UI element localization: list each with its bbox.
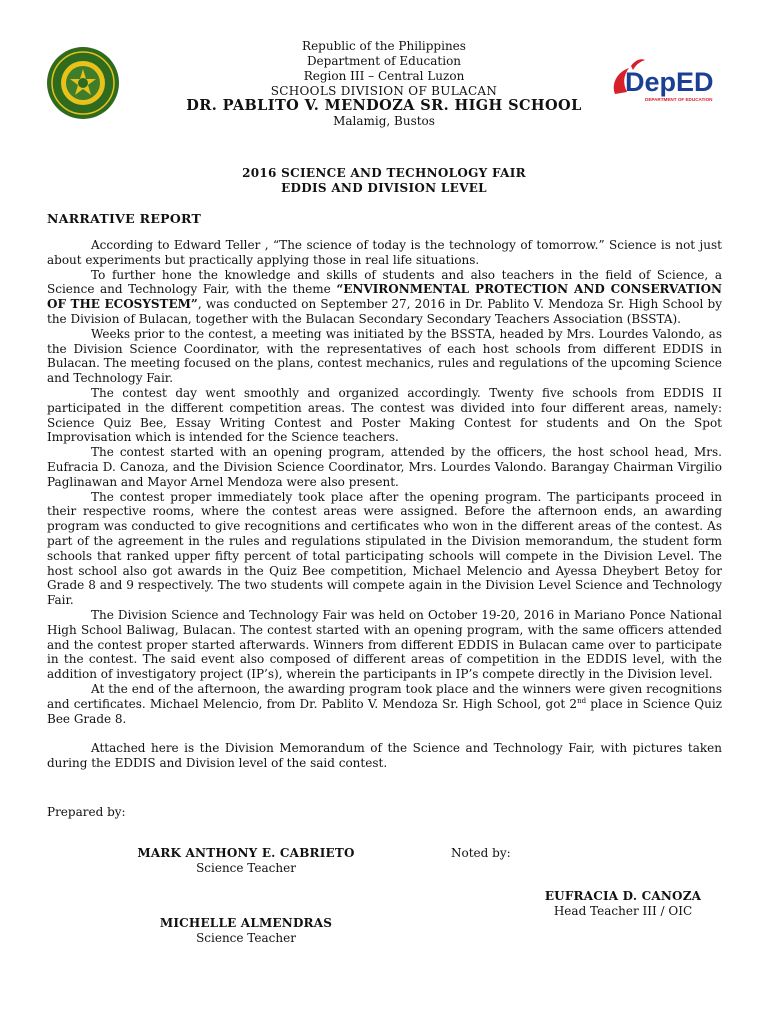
theme-text: “ENVIRONMENTAL PROTECTION AND CONSERVATION OF THE ECOSYSTEM” [47, 282, 723, 312]
signatory-title: Science Teacher [196, 931, 296, 945]
paragraph: Weeks prior to the contest, a meeting was initiated by the BSSTA, headed by Mrs. Lourdes Valondo, as the Division Science Coordinator, with the representatives of each host schools from different EDDIS in Bulacan. The meeting focused on the plans, contest mechanics, rules and regulations of the upcoming Science and Technology Fair. [47, 326, 722, 386]
deped-wordmark: DepED [625, 67, 714, 97]
noted-by-label: Noted by: [451, 846, 511, 860]
header-region: Region III – Central Luzon [303, 69, 465, 83]
signatory-name: MARK ANTHONY E. CABRIETO [137, 846, 355, 860]
paragraph: According to Edward Teller , “The science of today is the technology of tomorrow.” Science is not just about experiments but practically applying those in real life situations. [47, 238, 722, 267]
school-name: DR. PABLITO V. MENDOZA SR. HIGH SCHOOL [186, 97, 582, 114]
deped-subtitle: DEPARTMENT OF EDUCATION [645, 97, 713, 102]
signatory-title: Science Teacher [196, 861, 296, 875]
signatory-name: MICHELLE ALMENDRAS [159, 916, 333, 930]
paragraph: Attached here is the Division Memorandum of the Science and Technology Fair, with pictures taken during the EDDIS and Division level of the said contest. [47, 741, 722, 770]
header-country: Republic of the Philippines [302, 39, 466, 53]
header-department: Department of Education [306, 54, 462, 68]
paragraph: To further hone the knowledge and skills of students and also teachers in the field of Science, a Science and Technology Fair, with the theme “ENVIRONMENTAL PROTECTION AND CONSERVATION OF THE ECOSYSTEM”, was conducted on September 27, 2016 in Dr. Pablito V. Mendoza Sr. High School by the Division of Bulacan, together with the Bulacan Secondary Secondary Teachers Association (BSSTA). [47, 267, 723, 326]
paragraph: The contest day went smoothly and organized accordingly. Twenty five schools from EDDIS II participated in the different competition areas. The contest was divided into four different areas, namely: Science Quiz Bee, Essay Writing Contest and Poster Making Contest for students and On the Spot Improvisation which is intended for the Science teachers. [47, 385, 722, 445]
paragraph: The contest proper immediately took place after the opening program. The participants proceed in their respective rooms, where the contest areas were assigned. Before the afternoon ends, an awarding program was conducted to give recognitions and certificates who won in the different areas of the contest. As part of the agreement in the rules and regulations stipulated in the Division memorandum, the student form schools that ranked upper fifty percent of total participating schools will compete in the Division Level. The host school also got awards in the Quiz Bee competition, Michael Melencio and Ayessa Dheybert Betoy for Grade 8 and 9 respectively. The two students will compete again in the Division Level Science and Technology Fair. [47, 489, 722, 608]
signatory-name: EUFRACIA D. CANOZA [544, 889, 702, 903]
document-subtitle: EDDIS AND DIVISION LEVEL [281, 181, 487, 195]
school-location: Malamig, Bustos [333, 114, 435, 128]
report-heading: NARRATIVE REPORT [47, 211, 202, 226]
signatory-block [130, 916, 362, 946]
signatory-block [130, 846, 362, 876]
paragraph: At the end of the afternoon, the awarding program took place and the winners were given recognitions and certificates. Michael Melencio, from Dr. Pablito V. Mendoza Sr. High School, got 2nd place in Science Quiz Bee Grade 8. [47, 681, 722, 726]
signatory-block [510, 889, 736, 919]
header-division: SCHOOLS DIVISION OF BULACAN [270, 84, 498, 98]
paragraph: The contest started with an opening program, attended by the officers, the host school head, Mrs. Eufracia D. Canoza, and the Division Science Coordinator, Mrs. Lourdes Valondo. Barangay Chairman Virgilio Paglinawan and Mayor Arnel Mendoza were also present. [47, 445, 722, 489]
school-seal-logo [46, 46, 120, 120]
paragraph: The Division Science and Technology Fair was held on October 19-20, 2016 in Mariano Ponce National High School Baliwag, Bulacan. The contest started with an opening program, with the same officers attended and the contest proper started afterwards. Winners from different EDDIS in Bulacan came over to participate in the contest. The said event also composed of different areas of competition in the EDDIS level, with the addition of investigatory project (IP’s), wherein the participants in IP’s compete directly in the Division level. [47, 607, 722, 682]
document-title: 2016 SCIENCE AND TECHNOLOGY FAIR [242, 166, 526, 180]
signatory-title: Head Teacher III / OIC [553, 904, 693, 918]
report-body [47, 238, 722, 771]
prepared-by-label: Prepared by: [47, 805, 126, 819]
